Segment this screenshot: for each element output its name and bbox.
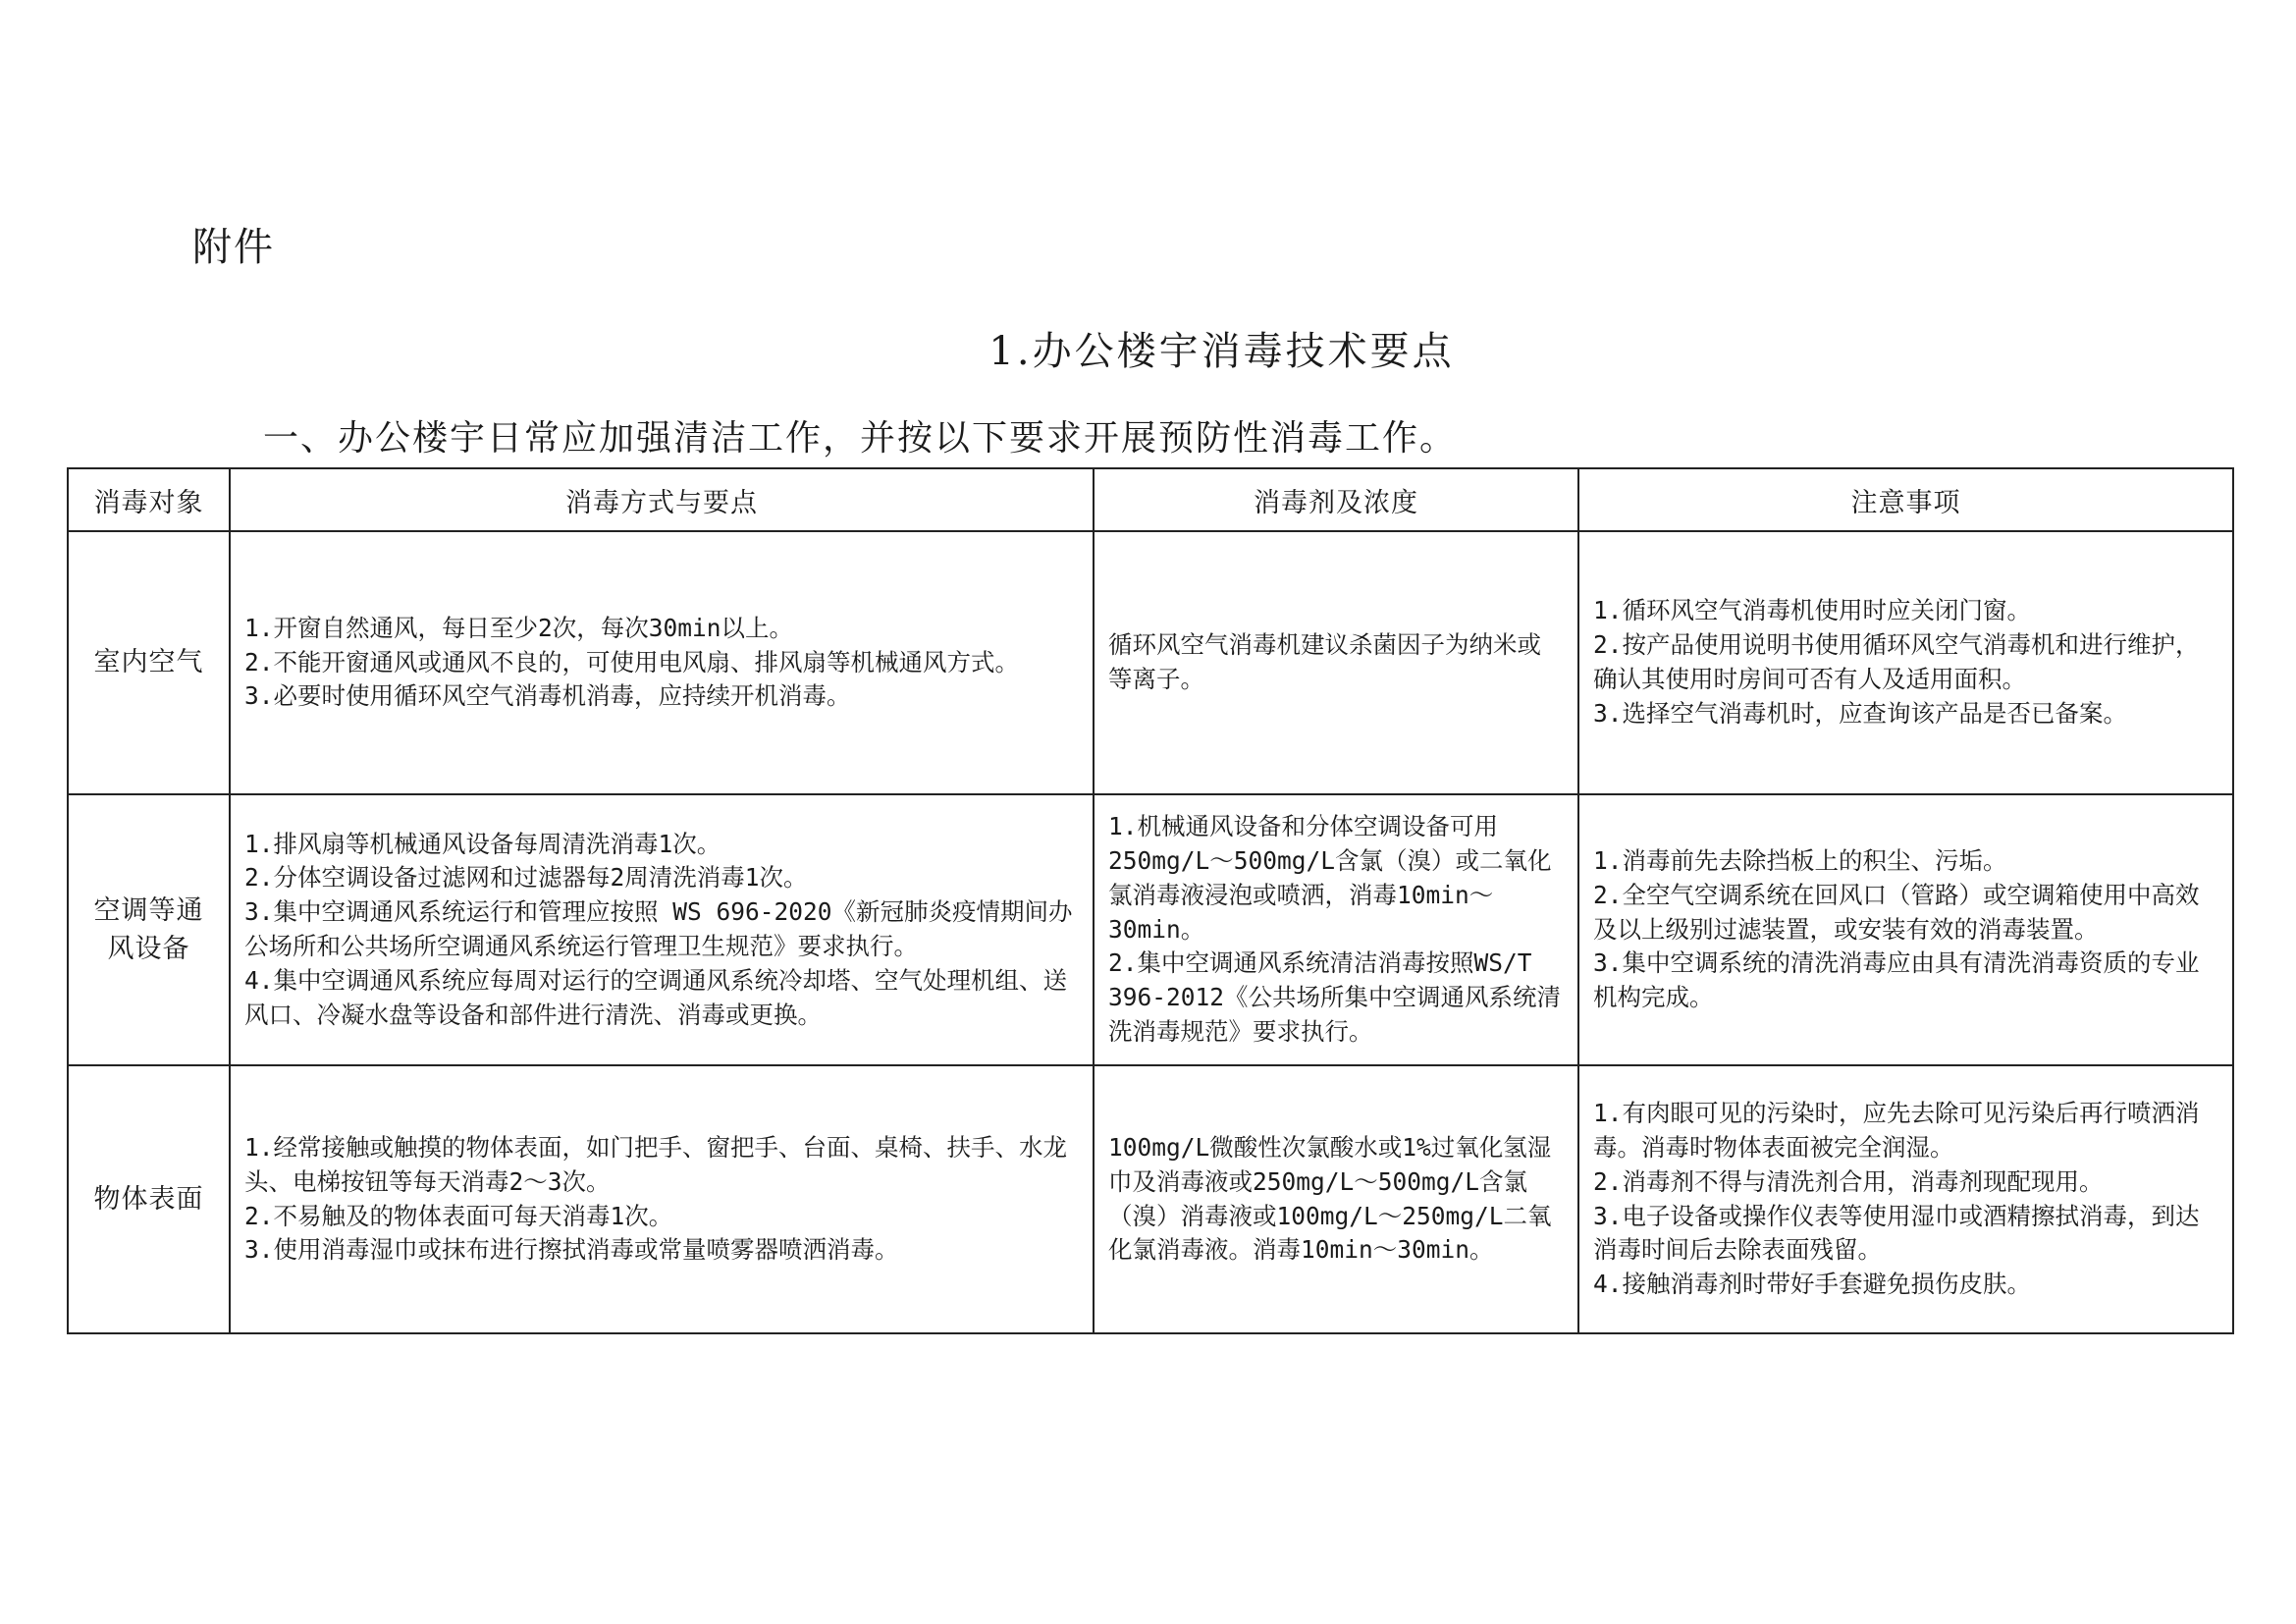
note-item: 3.电子设备或操作仪表等使用湿巾或酒精擦拭消毒，到达消毒时间后去除表面残留。	[1593, 1201, 2200, 1265]
table-row	[68, 531, 2233, 794]
note-item: 1.有肉眼可见的污染时，应先去除可见污染后再行喷洒消毒。消毒时物体表面被完全润湿。	[1593, 1099, 2200, 1162]
note-item: 4.接触消毒剂时带好手套避免损伤皮肤。	[1593, 1270, 2031, 1299]
row-notes	[1578, 531, 2233, 794]
method-item: 2.不能开窗通风或通风不良的，可使用电风扇、排风扇等机械通风方式。	[244, 647, 1019, 677]
method-item: 3.集中空调通风系统运行和管理应按照 WS 696-2020《新冠肺炎疫情期间办公场所和公共场所空调通风系统运行管理卫生规范》要求执行。	[244, 897, 1073, 960]
table-row	[68, 794, 2233, 1065]
attachment-label: 附件	[192, 225, 275, 270]
note-item: 3.选择空气消毒机时，应查询该产品是否已备案。	[1593, 698, 2127, 728]
row-notes	[1578, 1065, 2233, 1333]
section-heading: 一、办公楼宇日常应加强清洁工作，并按以下要求开展预防性消毒工作。	[263, 418, 1458, 459]
document-title: 1.办公楼宇消毒技术要点	[988, 329, 1455, 374]
header-method: 消毒方式与要点	[230, 468, 1094, 531]
row-agent	[1094, 794, 1578, 1065]
method-item: 1.经常接触或触摸的物体表面，如门把手、窗把手、台面、桌椅、扶手、水龙头、电梯按钮等每天消毒2～3次。	[244, 1132, 1067, 1196]
disinfection-table	[67, 467, 2234, 1334]
method-item: 4.集中空调通风系统应每周对运行的空调通风系统冷却塔、空气处理机组、送风口、冷凝水盘等设备和部件进行清洗、消毒或更换。	[244, 965, 1067, 1029]
agent-item: 100mg/L微酸性次氯酸水或1%过氧化氢湿巾及消毒液或250mg/L～500mg/L含氯（溴）消毒液或100mg/L～250mg/L二氧化氯消毒液。消毒10min～30min。	[1108, 1132, 1552, 1265]
method-item: 1.开窗自然通风，每日至少2次，每次30min以上。	[244, 613, 794, 642]
note-item: 3.集中空调系统的清洗消毒应由具有清洗消毒资质的专业机构完成。	[1593, 948, 2200, 1012]
method-item: 3.必要时使用循环风空气消毒机消毒，应持续开机消毒。	[244, 681, 851, 711]
row-method	[230, 531, 1094, 794]
note-item: 2.按产品使用说明书使用循环风空气消毒机和进行维护，确认其使用时房间可否有人及适用面积。	[1593, 630, 2200, 693]
row-target: 物体表面	[68, 1065, 230, 1333]
method-item: 2.不易触及的物体表面可每天消毒1次。	[244, 1201, 673, 1230]
row-notes	[1578, 794, 2233, 1065]
agent-item: 2.集中空调通风系统清洁消毒按照WS/T 396-2012《公共场所集中空调通风系统清洗消毒规范》要求执行。	[1108, 948, 1562, 1046]
row-method	[230, 794, 1094, 1065]
header-notes: 注意事项	[1578, 468, 2233, 531]
note-item: 1.消毒前先去除挡板上的积尘、污垢。	[1593, 846, 2007, 876]
row-target: 空调等通风设备	[68, 794, 230, 1065]
row-target: 室内空气	[68, 531, 230, 794]
row-agent	[1094, 1065, 1578, 1333]
note-item: 2.全空气空调系统在回风口（管路）或空调箱使用中高效及以上级别过滤装置，或安装有效的消毒装置。	[1593, 880, 2200, 944]
note-item: 2.消毒剂不得与清洗剂合用，消毒剂现配现用。	[1593, 1166, 2104, 1196]
table-row	[68, 1065, 2233, 1333]
note-item: 1.循环风空气消毒机使用时应关闭门窗。	[1593, 596, 2031, 625]
header-target: 消毒对象	[68, 468, 230, 531]
header-agent: 消毒剂及浓度	[1094, 468, 1578, 531]
row-agent	[1094, 531, 1578, 794]
agent-item: 循环风空气消毒机建议杀菌因子为纳米或等离子。	[1108, 630, 1541, 693]
table-header-row	[68, 468, 2233, 531]
method-item: 1.排风扇等机械通风设备每周清洗消毒1次。	[244, 829, 721, 858]
row-method	[230, 1065, 1094, 1333]
method-item: 2.分体空调设备过滤网和过滤器每2周清洗消毒1次。	[244, 863, 808, 893]
agent-item: 1.机械通风设备和分体空调设备可用250mg/L～500mg/L含氯（溴）或二氧化氯消毒液浸泡或喷洒，消毒10min～30min。	[1108, 812, 1552, 944]
method-item: 3.使用消毒湿巾或抹布进行擦拭消毒或常量喷雾器喷洒消毒。	[244, 1235, 899, 1265]
